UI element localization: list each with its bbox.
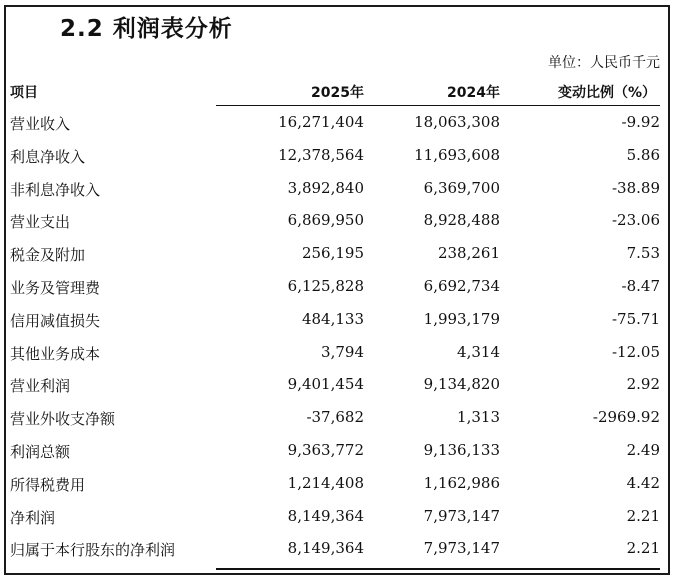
cell-change: 2.49 xyxy=(626,440,660,459)
cell-2024: 9,136,133 xyxy=(423,440,500,459)
table-row xyxy=(0,467,678,500)
cell-2024: 7,973,147 xyxy=(423,539,500,558)
cell-2025: 256,195 xyxy=(301,244,364,263)
header-2024: 2024年 xyxy=(447,85,500,101)
cell-change: -23.06 xyxy=(611,211,660,230)
cell-item: 利息净收入 xyxy=(10,147,86,166)
cell-2025: 8,149,364 xyxy=(287,506,364,525)
cell-2024: 6,692,734 xyxy=(423,276,500,295)
table-row xyxy=(0,368,678,401)
cell-2025: 6,869,950 xyxy=(287,211,364,230)
cell-2024: 6,369,700 xyxy=(423,178,500,197)
cell-change: 5.86 xyxy=(626,145,660,164)
cell-item: 营业收入 xyxy=(10,115,71,133)
table-row xyxy=(0,401,678,434)
cell-2024: 18,063,308 xyxy=(414,113,500,131)
cell-item: 营业利润 xyxy=(10,377,71,396)
cell-2025: 3,794 xyxy=(321,342,364,361)
cell-change: -2969.92 xyxy=(592,408,660,427)
section-title: 2.2 利润表分析 xyxy=(60,16,233,42)
cell-change: -8.47 xyxy=(621,276,660,295)
cell-item: 其他业务成本 xyxy=(10,344,101,363)
table-row xyxy=(0,270,678,303)
table-row xyxy=(0,172,678,205)
cell-2025: 6,125,828 xyxy=(287,276,364,295)
cell-2024: 8,928,488 xyxy=(423,211,500,230)
cell-2025: 484,133 xyxy=(301,309,364,328)
header-change: 变动比例（%） xyxy=(557,85,656,101)
cell-2024: 1,993,179 xyxy=(423,309,500,328)
cell-change: -12.05 xyxy=(611,342,660,361)
cell-2024: 7,973,147 xyxy=(423,506,500,525)
table-row xyxy=(0,139,678,172)
cell-2025: 16,271,404 xyxy=(278,113,364,131)
table-row xyxy=(0,204,678,237)
cell-2024: 1,162,986 xyxy=(423,473,500,492)
cell-item: 业务及管理费 xyxy=(10,278,101,297)
cell-item: 非利息净收入 xyxy=(10,180,101,199)
cell-item: 营业外收支净额 xyxy=(10,410,116,429)
cell-2025: 12,378,564 xyxy=(278,145,364,164)
cell-2025: 9,401,454 xyxy=(287,375,364,394)
cell-item: 所得税费用 xyxy=(10,475,86,494)
cell-item: 营业支出 xyxy=(10,213,71,232)
cell-change: 2.92 xyxy=(626,375,660,394)
unit-label: 单位：人民币千元 xyxy=(548,55,660,71)
table-row xyxy=(0,303,678,336)
table-row xyxy=(0,434,678,467)
table-row xyxy=(0,237,678,270)
table-bottom-rule xyxy=(216,568,660,570)
header-2025: 2025年 xyxy=(311,85,364,101)
cell-2025: 9,363,772 xyxy=(287,440,364,459)
cell-item: 净利润 xyxy=(10,508,56,527)
table-row xyxy=(0,532,678,565)
cell-change: -75.71 xyxy=(611,309,660,328)
cell-item: 信用减值损失 xyxy=(10,311,101,330)
cell-item: 归属于本行股东的净利润 xyxy=(10,541,176,560)
income-table-body xyxy=(0,106,678,565)
cell-2024: 4,314 xyxy=(457,342,500,361)
cell-item: 税金及附加 xyxy=(10,246,86,265)
cell-change: 7.53 xyxy=(626,244,660,263)
cell-2025: 1,214,408 xyxy=(287,473,364,492)
cell-2025: -37,682 xyxy=(306,408,364,427)
cell-2024: 1,313 xyxy=(457,408,500,427)
cell-change: 2.21 xyxy=(626,539,660,558)
table-row xyxy=(0,336,678,369)
cell-change: 4.42 xyxy=(626,473,660,492)
cell-2024: 238,261 xyxy=(437,244,500,263)
cell-change: -9.92 xyxy=(621,113,660,131)
cell-item: 利润总额 xyxy=(10,442,71,461)
cell-2024: 11,693,608 xyxy=(414,145,500,164)
header-item: 项目 xyxy=(10,85,38,101)
cell-change: -38.89 xyxy=(611,178,660,197)
cell-change: 2.21 xyxy=(626,506,660,525)
cell-2025: 3,892,840 xyxy=(287,178,364,197)
cell-2025: 8,149,364 xyxy=(287,539,364,558)
table-row xyxy=(0,106,678,139)
table-row xyxy=(0,500,678,533)
cell-2024: 9,134,820 xyxy=(423,375,500,394)
